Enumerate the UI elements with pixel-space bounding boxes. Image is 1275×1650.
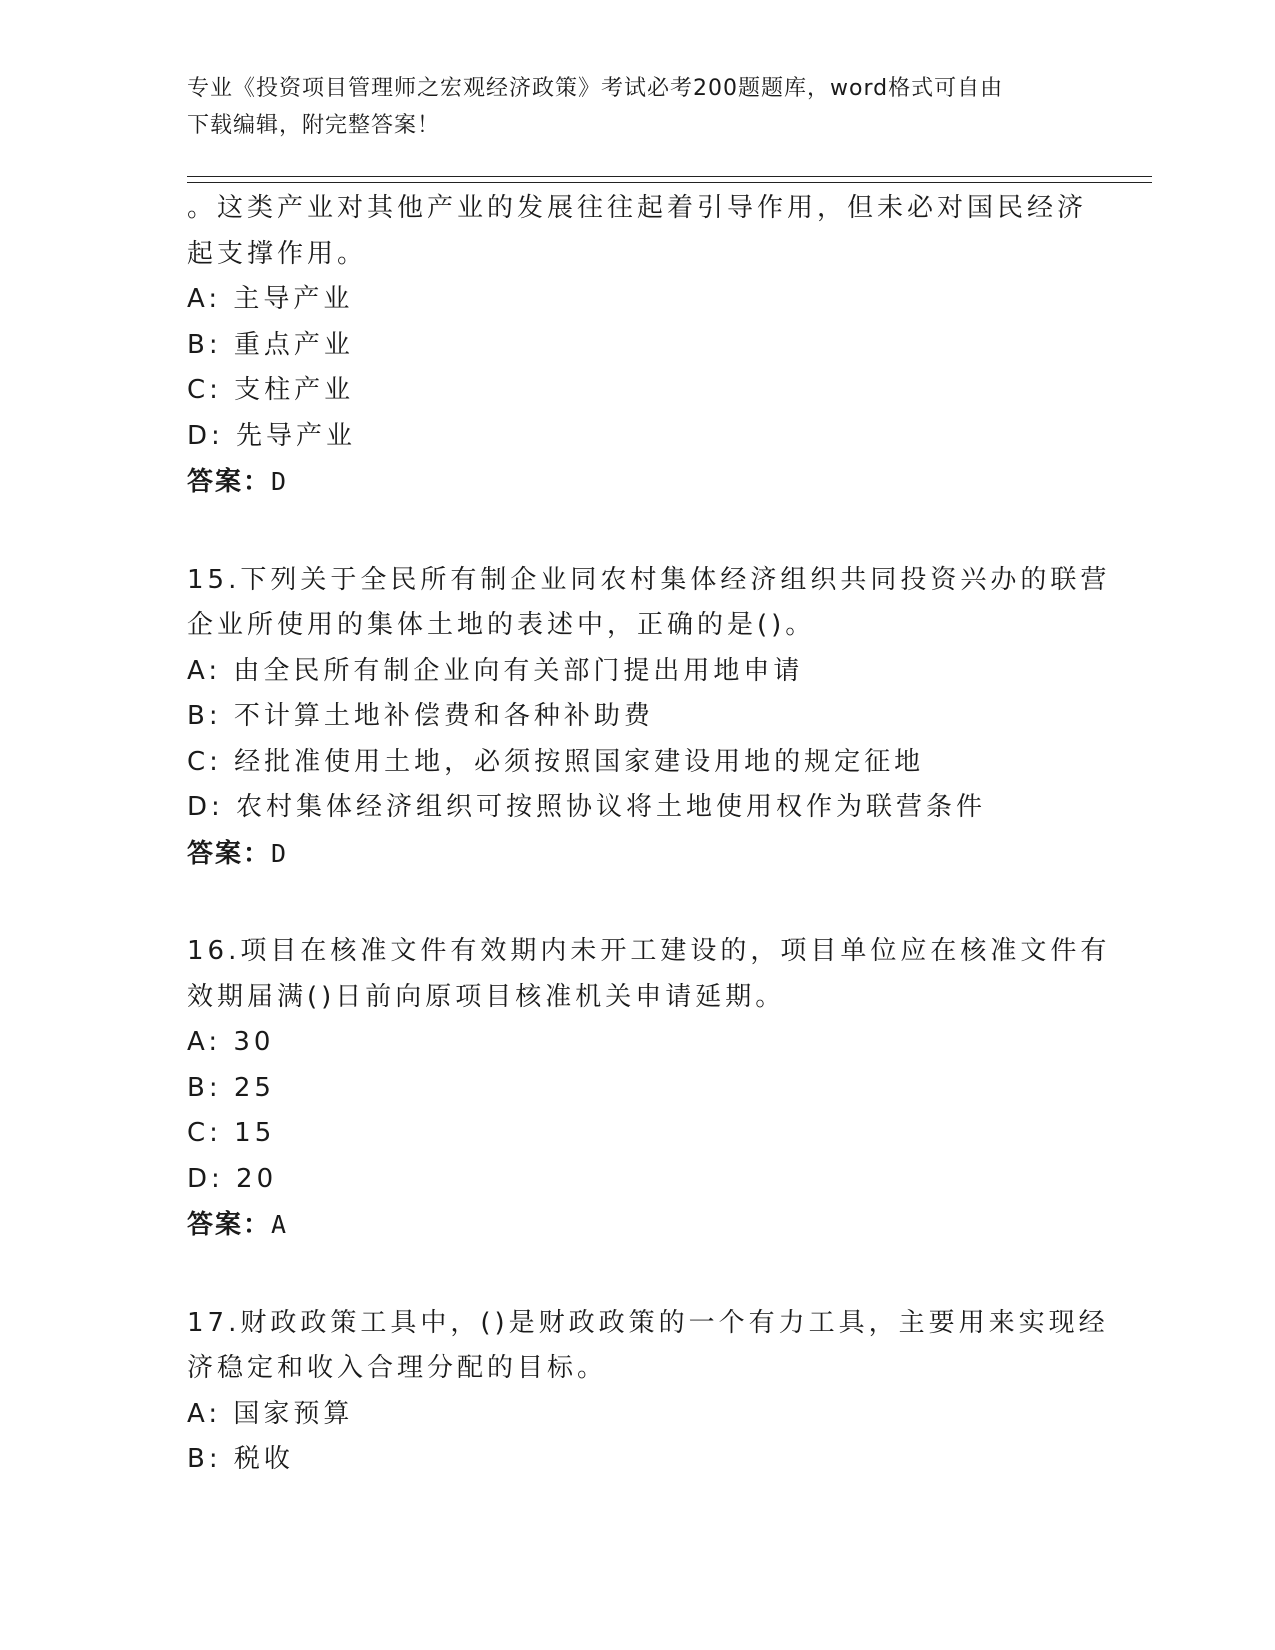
option-a: A: 由全民所有制企业向有关部门提出用地申请 xyxy=(187,655,804,686)
option-b: B: 25 xyxy=(187,1072,275,1103)
answer-line xyxy=(187,831,1087,877)
spacer xyxy=(187,1248,1087,1301)
question-text-line: 17.财政政策工具中，()是财政政策的一个有力工具，主要用来实现经 xyxy=(187,1307,1109,1338)
spacer xyxy=(187,505,1087,558)
header-divider-bottom xyxy=(187,182,1152,183)
question-text-line: 企业所使用的集体土地的表述中，正确的是()。 xyxy=(187,610,816,640)
header-line-2: 下载编辑，附完整答案！ xyxy=(187,113,441,138)
option-a: A: 国家预算 xyxy=(187,1398,354,1429)
answer-line xyxy=(187,1202,1087,1248)
document-header xyxy=(187,70,1067,144)
header-divider-top xyxy=(187,176,1152,177)
question-text-line: 起支撑作用。 xyxy=(187,238,368,269)
option-a: A: 主导产业 xyxy=(187,284,354,314)
question-16 xyxy=(187,929,1111,1248)
question-text-line: 15.下列关于全民所有制企业同农村集体经济组织共同投资兴办的联营 xyxy=(187,564,1111,595)
option-c: C: 支柱产业 xyxy=(187,375,355,405)
question-14-continuation xyxy=(187,186,1087,505)
option-b: B: 重点产业 xyxy=(187,329,354,360)
header-line-1: 专业《投资项目管理师之宏观经济政策》考试必考200题题库，word格式可自由 xyxy=(187,76,1004,101)
answer-line xyxy=(187,459,1087,505)
option-c: C: 15 xyxy=(187,1118,276,1148)
answer-label: 答案： xyxy=(187,838,272,869)
answer-value: A xyxy=(271,1210,288,1239)
option-d: D: 先导产业 xyxy=(187,420,357,451)
question-list xyxy=(187,186,1111,1483)
option-b: B: 不计算土地补偿费和各种补助费 xyxy=(187,701,654,731)
answer-label: 答案： xyxy=(187,467,272,497)
option-c: C: 经批准使用土地，必须按照国家建设用地的规定征地 xyxy=(187,746,925,777)
option-d: D: 农村集体经济组织可按照协议将土地使用权作为联营条件 xyxy=(187,792,987,822)
spacer xyxy=(187,876,1087,929)
option-d: D: 20 xyxy=(187,1163,278,1194)
answer-label: 答案： xyxy=(187,1210,272,1240)
question-text-line: 效期届满()日前向原项目核准机关申请延期。 xyxy=(187,981,786,1012)
question-text-line: 。这类产业对其他产业的发展往往起着引导作用，但未必对国民经济 xyxy=(187,193,1088,223)
option-b: B: 税收 xyxy=(187,1444,294,1474)
answer-value: D xyxy=(271,467,288,496)
question-text-line: 16.项目在核准文件有效期内未开工建设的，项目单位应在核准文件有 xyxy=(187,936,1111,966)
question-17 xyxy=(187,1301,1109,1483)
answer-value: D xyxy=(271,838,288,868)
option-a: A: 30 xyxy=(187,1027,275,1057)
question-text-line: 济稳定和收入合理分配的目标。 xyxy=(187,1353,608,1383)
question-15 xyxy=(187,558,1111,877)
